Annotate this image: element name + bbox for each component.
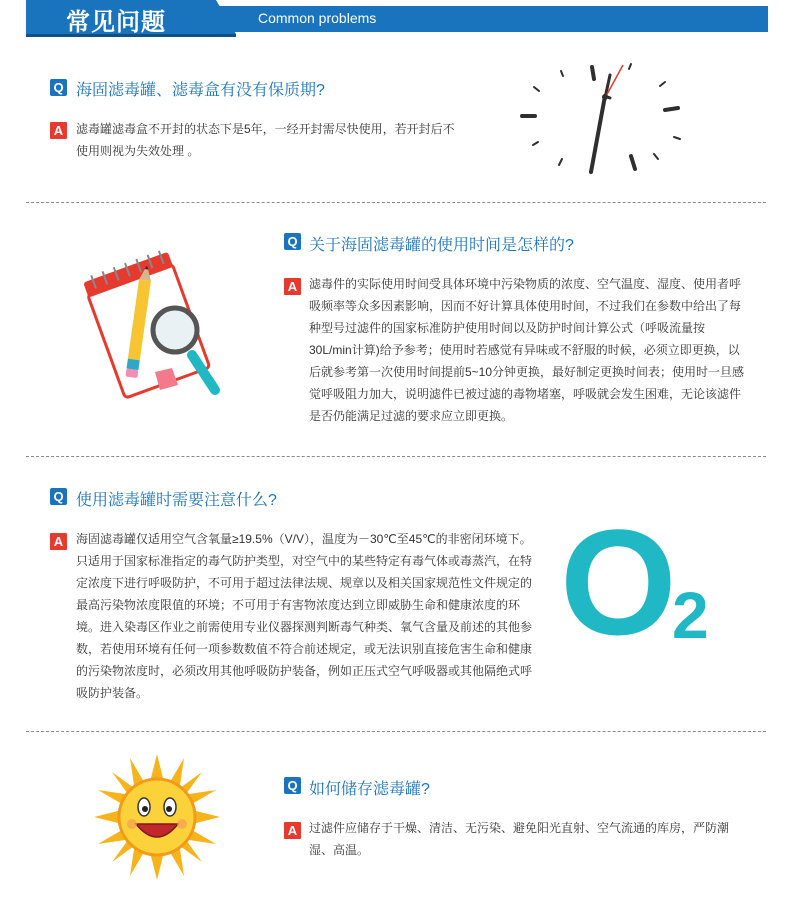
clock-tick — [660, 82, 665, 86]
o2-subscript: 2 — [672, 578, 709, 652]
clock-tick — [629, 64, 631, 69]
clock-icon — [515, 55, 705, 185]
section-header — [0, 0, 790, 44]
question-text: 海固滤毒罐、滤毒盒有没有保质期? — [76, 82, 325, 99]
answer-text: 海固滤毒罐仅适用空气含氧量≥19.5%（V/V），温度为－30℃至45℃的非密闭环境下。只适用于国家标准指定的毒气防护类型，对空气中的某些特定有毒气体或毒蒸汽，在特定浓度下进行呼吸防护，不可用于超过法律法规、规章以及相关国家规范性文件规定的最高污染物浓度限值的环境；不可用于有害物浓度达到立即威胁生命和健康浓度的环境。进入染毒区作业之前需使用专业仪器探测判断毒气种类、氧气含量及前述的其他参数，若使用环境有任何一项参数数值不符合前述规定，或无法识别直接危害生命和健康的污染物浓度时，必须改用其他呼吸防护装备，例如正压式空气呼吸器或其他隔绝式呼吸防护装备。 — [76, 532, 533, 700]
answer-badge: A — [284, 278, 301, 295]
clock-tick — [654, 154, 658, 159]
clock-tick — [665, 108, 678, 110]
question-badge: Q — [50, 79, 67, 96]
clock-hand-hour — [591, 96, 605, 172]
o2-letter: O — [560, 498, 677, 666]
clock-tick — [674, 137, 680, 139]
notepad-pencil-magnifier-icon — [80, 240, 240, 410]
o2-graphic — [560, 498, 740, 666]
clock-center — [602, 94, 608, 100]
clock-tick — [631, 156, 635, 169]
question-badge: Q — [284, 233, 301, 250]
clock-tick — [533, 142, 538, 145]
answer-text: 过滤件应储存于干燥、清洁、无污染、避免阳光直射、空气流通的库房，严防潮湿、高温。 — [309, 821, 730, 857]
answer-badge: A — [50, 533, 67, 550]
answer-badge: A — [284, 822, 301, 839]
divider — [26, 456, 766, 457]
divider — [26, 202, 766, 203]
section-title: 常见问题 — [66, 9, 166, 36]
clock-tick — [592, 67, 594, 79]
question-text: 关于海固滤毒罐的使用时间是怎样的? — [309, 237, 574, 254]
question-text: 如何储存滤毒罐? — [309, 781, 430, 798]
question-badge: Q — [284, 777, 301, 794]
answer-text: 滤毒件的实际使用时间受具体环境中污染物质的浓度、空气温度、湿度、使用者呼吸频率等众多因素影响，因而不好计算具体使用时间，不过我们在参数中给出了每种型号过滤件的国家标准防护使用时间以及防护时间计算公式（呼吸流量按30L/min计算)给予参考；使用时若感觉有异味或不舒服的时候，必须立即更换，以后就参考第一次使用时间提前5~10分钟更换，最好制定更换时间表；使用时一旦感觉呼吸阻力加大，说明滤件已被过滤的毒物堵塞，呼吸就会发生困难，无论该滤件是否仍能满足过滤的要求应立即更换。 — [309, 277, 745, 423]
clock-tick — [534, 87, 539, 91]
divider — [26, 731, 766, 732]
sun-face — [119, 779, 195, 855]
answer-text: 滤毒罐滤毒盒不开封的状态下是5年，一经开封需尽快使用，若开封后不使用则视为失效处理 。 — [76, 122, 455, 158]
answer-badge: A — [50, 122, 67, 139]
question-badge: Q — [50, 488, 67, 505]
smiling-sun-icon — [92, 752, 222, 882]
section-subtitle-en: Common problems — [258, 10, 377, 26]
question-text: 使用滤毒罐时需要注意什么? — [76, 492, 277, 509]
clock-tick — [561, 71, 563, 76]
clock-tick — [559, 159, 562, 165]
